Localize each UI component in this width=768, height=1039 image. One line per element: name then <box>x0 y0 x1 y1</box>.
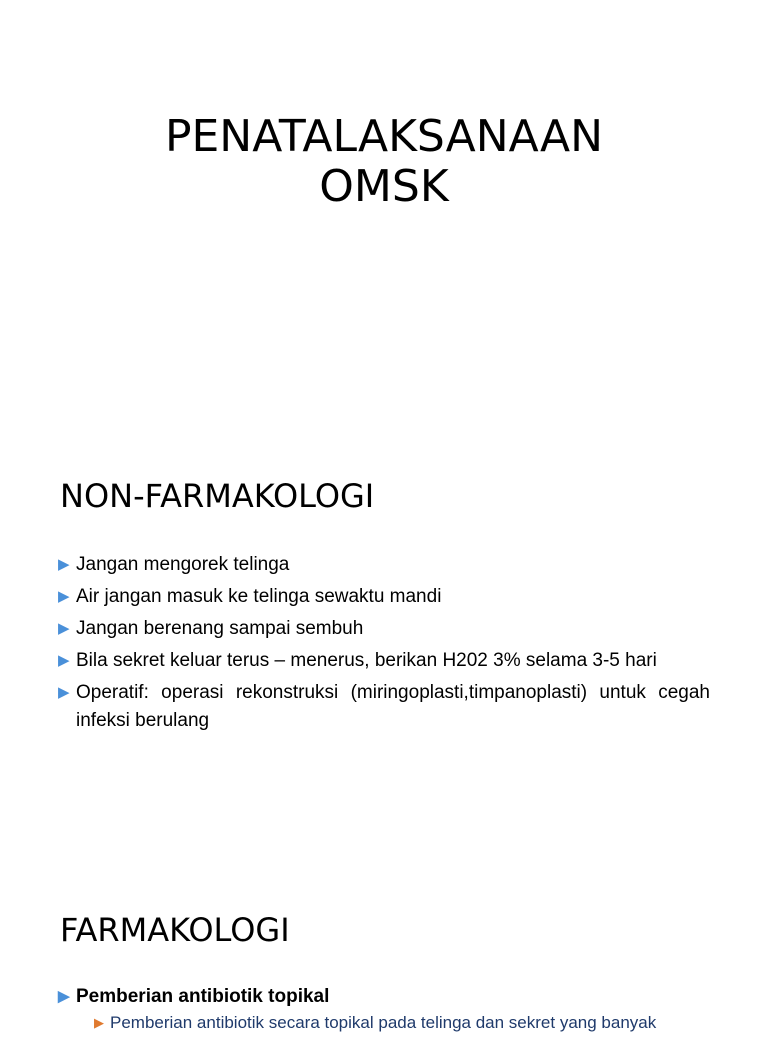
triangle-right-icon: ▶ <box>58 988 70 1005</box>
presentation-title <box>0 112 768 212</box>
list-item <box>58 551 710 579</box>
non-farmakologi-slide <box>0 440 768 870</box>
triangle-right-icon: ▶ <box>58 684 70 701</box>
title-line-1: PENATALAKSANAAN <box>164 111 604 162</box>
list-item-text: Bila sekret keluar terus – menerus, berikan H202 3% selama 3-5 hari <box>76 650 657 671</box>
triangle-right-icon: ▶ <box>58 652 70 669</box>
triangle-right-icon: ▶ <box>58 620 70 637</box>
list-item <box>58 679 710 735</box>
list-item <box>58 615 710 643</box>
list-item-text: Air jangan masuk ke telinga sewaktu mandi <box>76 586 442 607</box>
farmakologi-slide <box>0 870 768 1032</box>
sub-bullet-list <box>76 1011 710 1035</box>
title-line-2: OMSK <box>319 161 449 212</box>
list-item-text: Jangan mengorek telinga <box>76 554 290 575</box>
bullet-list <box>58 983 710 1039</box>
title-slide <box>0 0 768 440</box>
sub-list-item-text: Pemberian antibiotik secara topikal pada telinga dan sekret yang banyak <box>110 1013 657 1032</box>
triangle-right-icon: ▶ <box>58 588 70 605</box>
list-item-text: Jangan berenang sampai sembuh <box>76 618 364 639</box>
section-heading: NON-FARMAKOLOGI <box>60 477 375 515</box>
list-item-text: Pemberian antibiotik topikal <box>76 986 330 1007</box>
sub-list-item <box>76 1011 710 1035</box>
list-item-text: Operatif: operasi rekonstruksi (miringoplasti,timpanoplasti) untuk cegah infeksi berulang <box>76 682 710 731</box>
list-item <box>58 647 710 675</box>
triangle-right-icon: ▶ <box>58 556 70 573</box>
list-item <box>58 583 710 611</box>
list-item <box>58 983 710 1035</box>
section-heading: FARMAKOLOGI <box>60 911 290 949</box>
bullet-list <box>58 551 710 739</box>
triangle-right-icon: ▶ <box>94 1015 104 1030</box>
